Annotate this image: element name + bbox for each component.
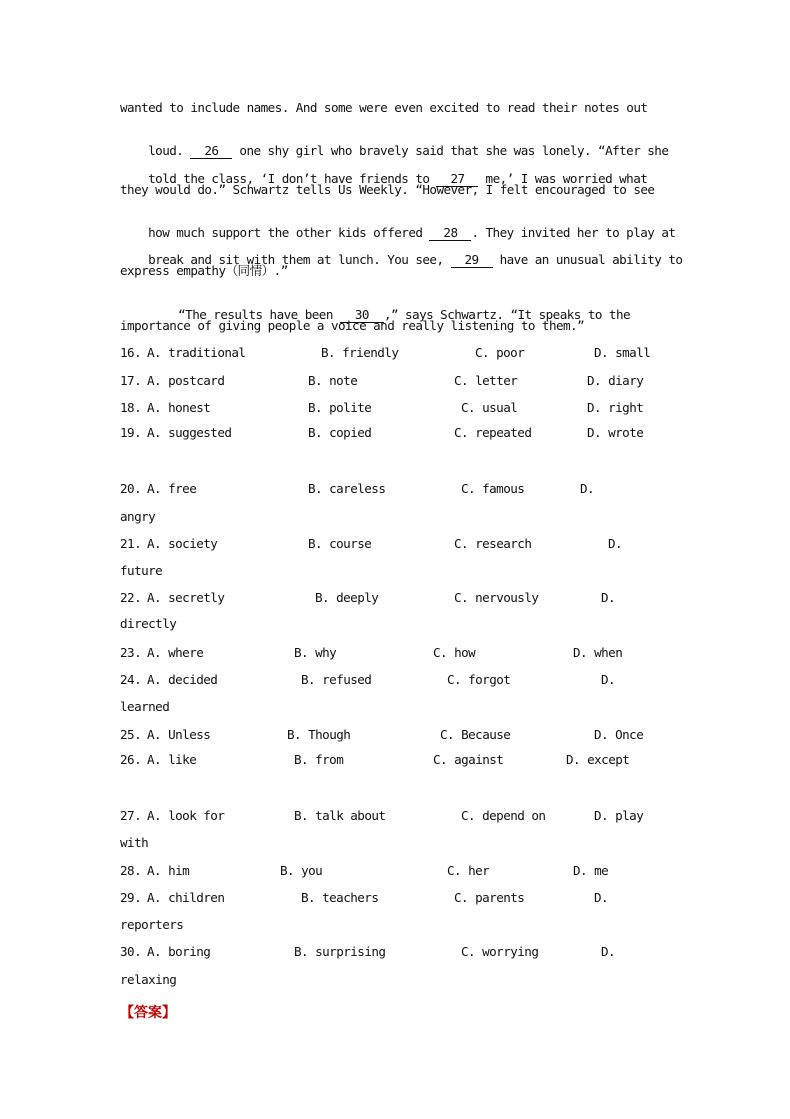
option-a: A. where (147, 645, 204, 660)
question-number: 25. (120, 727, 142, 742)
option-c: C. poor (475, 345, 525, 360)
option-d: D. small (594, 345, 651, 360)
option-a: A. Unless (147, 727, 211, 742)
option-c: C. her (447, 863, 490, 878)
question-number: 18. (120, 400, 142, 415)
passage-text: have an unusual ability to (499, 252, 683, 267)
option-b: B. Though (287, 727, 351, 742)
option-a: A. suggested (147, 425, 232, 440)
blank-27: 27 (436, 172, 478, 187)
option-d-wrap: angry (120, 509, 156, 524)
option-d-wrap: directly (120, 616, 177, 631)
passage-text: how much support the other kids offered (148, 225, 423, 240)
option-a: A. boring (147, 944, 211, 959)
option-c: C. parents (454, 890, 525, 905)
option-d: D. me (573, 863, 609, 878)
option-c: C. depend on (461, 808, 546, 823)
option-b: B. deeply (315, 590, 379, 605)
option-d-wrap: future (120, 563, 163, 578)
option-c: C. usual (461, 400, 518, 415)
option-a: A. look for (147, 808, 225, 823)
question-number: 17. (120, 373, 142, 388)
option-b: B. surprising (294, 944, 386, 959)
option-a: A. secretly (147, 590, 225, 605)
option-b: B. teachers (301, 890, 379, 905)
option-d: D. play (594, 808, 644, 823)
question-number: 27. (120, 808, 142, 823)
option-a: A. like (147, 752, 197, 767)
blank-26: 26 (190, 144, 232, 159)
option-a: A. postcard (147, 373, 225, 388)
question-number: 16. (120, 345, 142, 360)
option-c: C. research (454, 536, 532, 551)
passage-line: they would do.” Schwartz tells Us Weekly. “However, I felt encouraged to see (120, 182, 655, 197)
passage-text: loud. (148, 143, 184, 158)
option-c: C. letter (454, 373, 518, 388)
option-c: C. how (433, 645, 476, 660)
option-b: B. why (294, 645, 337, 660)
question-number: 21. (120, 536, 142, 551)
option-d: D. (601, 944, 616, 959)
option-d: D. except (566, 752, 630, 767)
question-number: 26. (120, 752, 142, 767)
option-b: B. friendly (321, 345, 399, 360)
answer-heading: 【答案】 (120, 1005, 176, 1021)
option-b: B. careless (308, 481, 386, 496)
question-number: 28. (120, 863, 142, 878)
option-a: A. free (147, 481, 197, 496)
option-a: A. honest (147, 400, 211, 415)
option-d: D. wrote (587, 425, 644, 440)
question-number: 30. (120, 944, 142, 959)
question-number: 24. (120, 672, 142, 687)
passage-text: break and sit with them at lunch. You see, (148, 252, 444, 267)
option-b: B. polite (308, 400, 372, 415)
option-d: D. right (587, 400, 644, 415)
option-d: D. (580, 481, 595, 496)
option-b: B. you (280, 863, 323, 878)
question-number: 23. (120, 645, 142, 660)
option-b: B. course (308, 536, 372, 551)
option-b: B. talk about (294, 808, 386, 823)
option-b: B. note (308, 373, 358, 388)
option-b: B. copied (308, 425, 372, 440)
option-d: D. when (573, 645, 623, 660)
option-c: C. forgot (447, 672, 511, 687)
option-c: C. against (433, 752, 504, 767)
passage-text: one shy girl who bravely said that she was lonely. “After she (239, 143, 669, 158)
option-a: A. him (147, 863, 190, 878)
option-c: C. nervously (454, 590, 539, 605)
question-number: 19. (120, 425, 142, 440)
passage-line: importance of giving people a voice and really listening to them.” (120, 318, 585, 333)
question-number: 20. (120, 481, 142, 496)
blank-28: 28 (429, 226, 471, 241)
option-d: D. (601, 590, 616, 605)
passage-line: wanted to include names. And some were even excited to read their notes out (120, 100, 648, 115)
question-number: 29. (120, 890, 142, 905)
option-d: D. Once (594, 727, 644, 742)
passage-text: told the class, ‘I don’t have friends to (148, 171, 430, 186)
option-d: D. (608, 536, 623, 551)
option-d-wrap: learned (120, 699, 170, 714)
option-c: C. Because (440, 727, 511, 742)
option-a: A. decided (147, 672, 218, 687)
question-number: 22. (120, 590, 142, 605)
option-d: D. (594, 890, 609, 905)
option-d-wrap: reporters (120, 917, 184, 932)
option-c: C. repeated (454, 425, 532, 440)
passage-text: “The results have been (178, 307, 333, 322)
passage-line: express empathy（同情）.” (120, 263, 288, 278)
option-d-wrap: with (120, 835, 149, 850)
option-b: B. from (294, 752, 344, 767)
option-d: D. (601, 672, 616, 687)
option-c: C. worrying (461, 944, 539, 959)
blank-29: 29 (451, 253, 493, 268)
option-a: A. society (147, 536, 218, 551)
passage-text: . They invited her to play at (471, 225, 676, 240)
option-a: A. traditional (147, 345, 246, 360)
blank-30: 30 (340, 308, 384, 323)
option-a: A. children (147, 890, 225, 905)
option-d-wrap: relaxing (120, 972, 177, 987)
passage-text: me,’ I was worried what (485, 171, 648, 186)
option-d: D. diary (587, 373, 644, 388)
passage-text: ,” says Schwartz. “It speaks to the (383, 307, 631, 322)
option-b: B. refused (301, 672, 372, 687)
option-c: C. famous (461, 481, 525, 496)
